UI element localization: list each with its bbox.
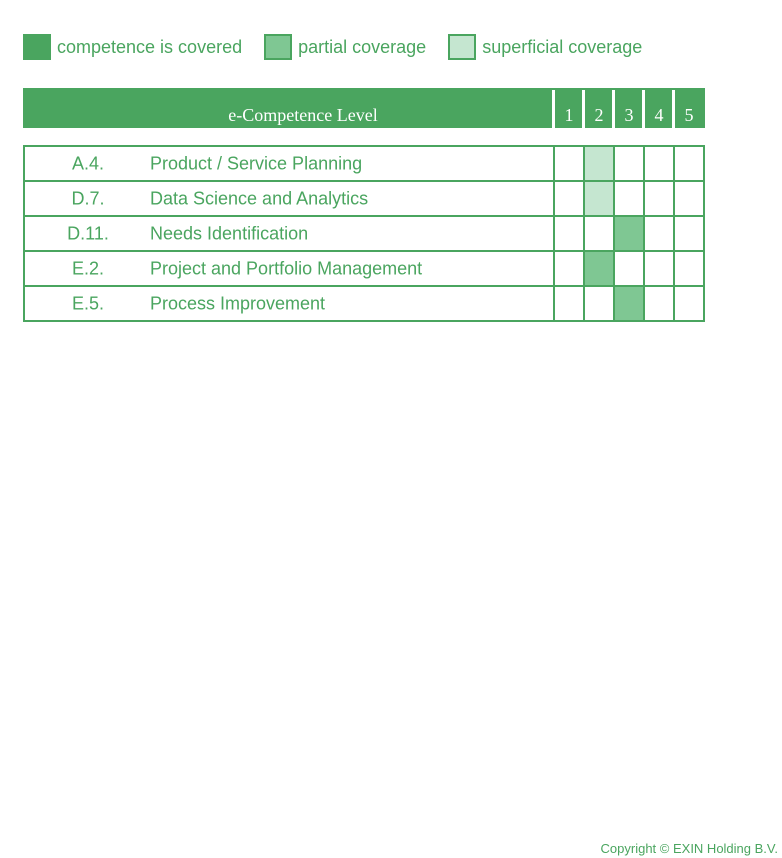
- level-cell: [583, 147, 613, 180]
- level-cell: [583, 182, 613, 215]
- level-cell: [583, 287, 613, 320]
- competence-table: [23, 145, 705, 322]
- level-cell: [643, 147, 673, 180]
- level-cell: [673, 147, 703, 180]
- level-cell: [673, 252, 703, 285]
- table-row: [23, 145, 705, 182]
- level-cell: [673, 287, 703, 320]
- level-cell: [553, 252, 583, 285]
- legend-label-covered: competence is covered: [57, 36, 243, 57]
- level-1-header: 1: [564, 105, 574, 125]
- competence-code: D.11.: [67, 223, 109, 243]
- level-cell: [583, 217, 613, 250]
- competence-code: D.7.: [71, 188, 105, 208]
- competence-name: Data Science and Analytics: [150, 188, 369, 208]
- table-header: [23, 88, 705, 128]
- legend-item-covered: [23, 34, 242, 60]
- legend: [23, 32, 664, 62]
- copyright-notice: Copyright © EXIN Holding B.V.: [600, 841, 778, 856]
- level-cell: [643, 252, 673, 285]
- level-cell: [553, 147, 583, 180]
- legend-swatch-covered: [23, 34, 51, 60]
- level-4-header: 4: [654, 105, 664, 125]
- competence-name: Product / Service Planning: [150, 153, 363, 173]
- level-cell: [643, 287, 673, 320]
- competence-code: A.4.: [71, 153, 105, 173]
- legend-item-partial: [264, 34, 426, 60]
- legend-label-superficial: superficial coverage: [482, 36, 643, 57]
- table-row: [23, 252, 705, 287]
- header-title: e-Competence Level: [228, 105, 378, 125]
- legend-swatch-partial: [264, 34, 292, 60]
- table-row: [23, 287, 705, 322]
- level-cell: [643, 217, 673, 250]
- level-cell: [643, 182, 673, 215]
- level-3-header: 3: [624, 105, 634, 125]
- level-cell: [553, 217, 583, 250]
- level-2-header: 2: [594, 105, 604, 125]
- level-5-header: 5: [684, 105, 694, 125]
- level-cell: [553, 287, 583, 320]
- level-cell: [673, 217, 703, 250]
- level-cell: [583, 252, 613, 285]
- competence-name: Process Improvement: [150, 293, 326, 313]
- legend-label-partial: partial coverage: [298, 36, 427, 57]
- competence-code: E.2.: [71, 258, 105, 278]
- level-cell: [613, 287, 643, 320]
- level-cell: [613, 252, 643, 285]
- level-cell: [613, 147, 643, 180]
- legend-item-superficial: [448, 34, 642, 60]
- competence-name: Project and Portfolio Management: [150, 258, 423, 278]
- competence-name: Needs Identification: [150, 223, 309, 243]
- table-row: [23, 182, 705, 217]
- level-cell: [673, 182, 703, 215]
- level-cell: [613, 217, 643, 250]
- level-cell: [613, 182, 643, 215]
- level-cell: [553, 182, 583, 215]
- table-row: [23, 217, 705, 252]
- competence-code: E.5.: [71, 293, 105, 313]
- legend-swatch-superficial: [448, 34, 476, 60]
